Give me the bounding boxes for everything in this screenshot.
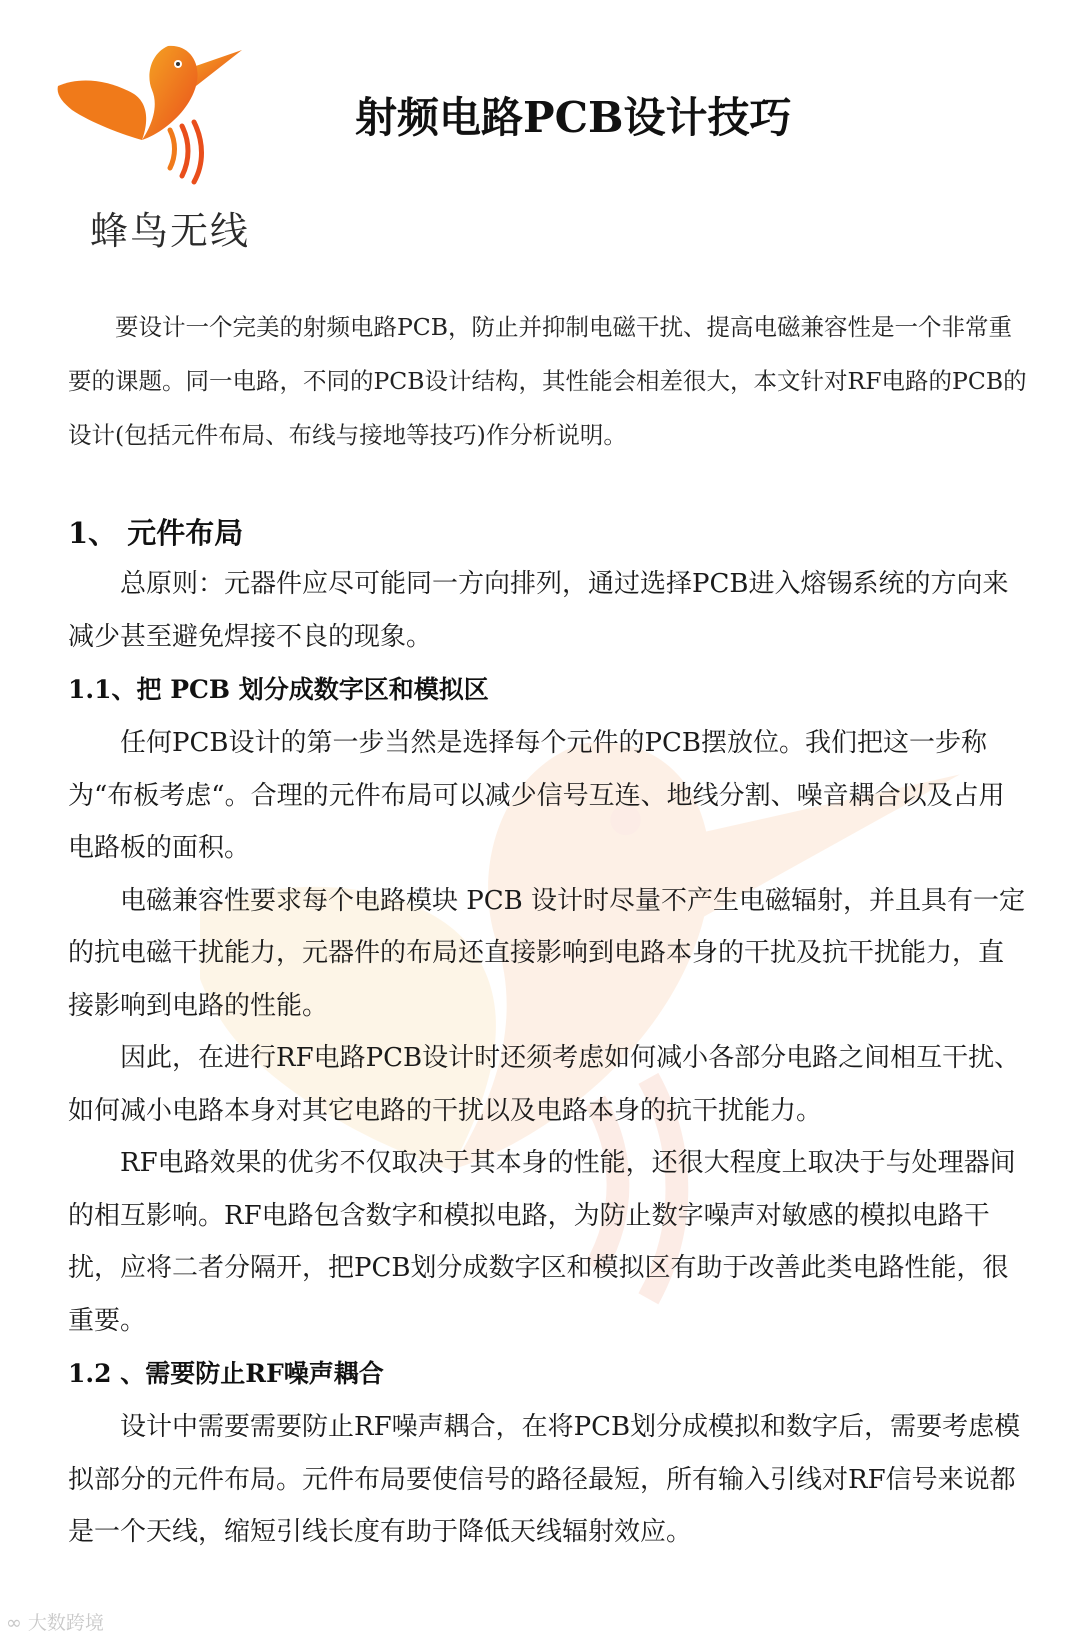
section-heading: 1、 元件布局 <box>68 516 244 550</box>
body-paragraph: RF电路效果的优劣不仅取决于其本身的性能，还很大程度上取决于与处理器间的相互影响。RF电路包含数字和模拟电路，为防止数字噪声对敏感的模拟电路干扰，应将二者分隔开，把PCB划分成数字区和模拟区有助于改善此类电路性能，很重要。 <box>68 1148 1016 1336</box>
intro-paragraph: 要设计一个完美的射频电路PCB，防止并抑制电磁干扰、提高电磁兼容性是一个非常重要的课题。同一电路，不同的PCB设计结构，其性能会相差很大，本文针对RF电路的PCB的设计(包括元件布局、布线与接地等技巧)作分析说明。 <box>68 313 1027 449</box>
body-paragraph: 电磁兼容性要求每个电路模块 PCB 设计时尽量不产生电磁辐射，并且具有一定的抗电磁干扰能力，元器件的布局还直接影响到电路本身的干扰及抗干扰能力，直接影响到电路的性能。 <box>68 885 1026 1021</box>
article-body <box>68 300 1028 1559</box>
body-paragraph: 因此，在进行RF电路PCB设计时还须考虑如何减小各部分电路之间相互干扰、如何减小电路本身对其它电路的干扰以及电路本身的抗干扰能力。 <box>68 1043 1021 1126</box>
principle-paragraph: 总原则：元器件应尽可能同一方向排列，通过选择PCB进入熔锡系统的方向来减少甚至避免焊接不良的现象。 <box>68 569 1009 652</box>
subsection-heading: 1.2 、需要防止RF噪声耦合 <box>68 1359 384 1388</box>
brand-name: 蜂鸟无线 <box>90 209 251 253</box>
hummingbird-icon <box>50 30 250 190</box>
watermark-logo-icon: ∞ <box>6 1612 22 1634</box>
page-title: 射频电路PCB设计技巧 <box>355 93 792 142</box>
subsection-heading: 1.1、把 PCB 划分成数字区和模拟区 <box>68 675 489 704</box>
watermark-text: 大数跨境 <box>27 1612 104 1634</box>
source-watermark <box>6 1608 104 1635</box>
brand-logo <box>50 30 260 253</box>
body-paragraph: 任何PCB设计的第一步当然是选择每个元件的PCB摆放位。我们把这一步称为“布板考虑“。合理的元件布局可以减少信号互连、地线分割、噪音耦合以及占用电路板的面积。 <box>68 728 1005 863</box>
body-paragraph: 设计中需要需要防止RF噪声耦合，在将PCB划分成模拟和数字后，需要考虑模拟部分的元件布局。元件布局要使信号的路径最短，所有输入引线对RF信号来说都是一个天线，缩短引线长度有助于降低天线辐射效应。 <box>68 1412 1021 1547</box>
